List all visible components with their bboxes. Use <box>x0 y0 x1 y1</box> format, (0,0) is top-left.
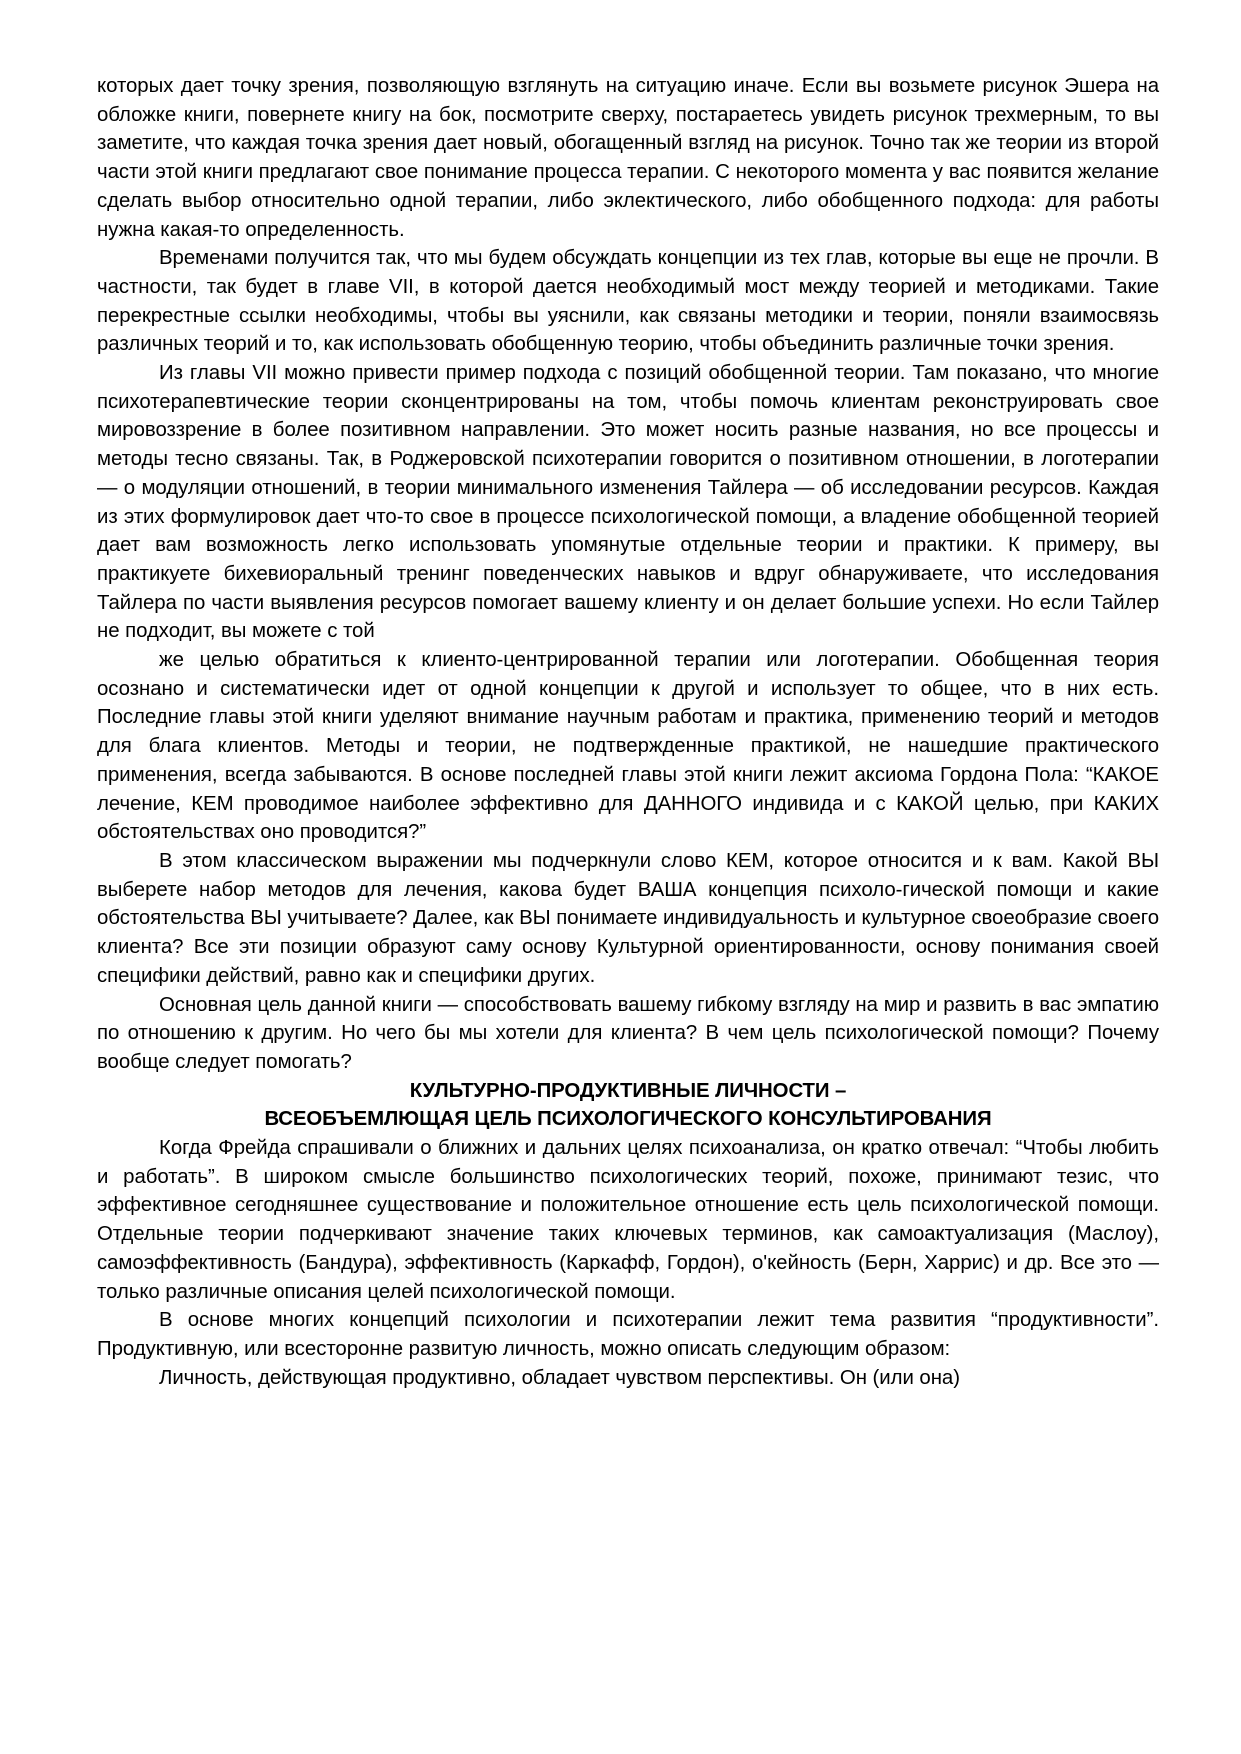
paragraph: Личность, действующая продуктивно, обладает чувством перспективы. Он (или она) <box>159 1366 960 1389</box>
paragraph: же целью обратиться к клиенто-центрированной терапии или логотерапии. Обобщенная теория осознано и систематически идет от одной концепции к другой и использует то общее, что в них есть. Последние главы этой книги уделяют внимание научным работам и практика, применению теорий и методов для блага клиентов. Методы и теории, не подтвержденные практикой, не нашедшие практического применения, всегда забываются. В основе последней главы этой книги лежит аксиома Гордона Пола: “КАКОЕ лечение, КЕМ проводимое наиболее эффективно для ДАННОГО индивида и с КАКОЙ целью, при КАКИХ обстоятельствах оно проводится?” <box>97 649 1159 844</box>
paragraph: Когда Фрейда спрашивали о ближних и дальних целях психоанализа, он кратко отвечал: “Чтобы любить и работать”. В широком смысле большинство психологических теорий, похоже, принимают тезис, что эффективное сегодняшнее существование и положительное отношение есть цель психологической помощи. Отдельные теории подчеркивают значение таких ключевых терминов, как самоактуализация (Маслоу), самоэффективность (Бандура), эффективность (Каркафф, Гордон), о'кейность (Берн, Харрис) и др. Все это — только различные описания целей психологической помощи. <box>97 1137 1159 1303</box>
section-heading <box>97 1077 1159 1134</box>
paragraph: Основная цель данной книги — способствовать вашему гибкому взгляду на мир и развить в вас эмпатию по отношению к другим. Но чего бы мы хотели для клиента? В чем цель психологической помощи? Почему вообще следует помогать? <box>97 993 1159 1073</box>
paragraph: В основе многих концепций психологии и психотерапии лежит тема развития “продуктивности”. Продуктивную, или всесторонне развитую личность, можно описать следующим образом: <box>97 1309 1159 1360</box>
paragraph: В этом классическом выражении мы подчеркнули слово КЕМ, которое относится и к вам. Какой ВЫ выберете набор методов для лечения, какова будет ВАША концепция психоло-гической помощи и какие обстоятельства ВЫ учитываете? Далее, как ВЫ понимаете индивидуальность и культурное своеобразие своего клиента? Все эти позиции образуют саму основу Культурной ориентированности, основу понимания своей специфики действий, равно как и специфики других. <box>97 849 1159 987</box>
paragraph: Из главы VII можно привести пример подхода с позиций обобщенной теории. Там показано, что многие психотерапевтические теории сконцентрированы на том, чтобы помочь клиентам реконструировать свое мировоззрение в более позитивном направлении. Это может носить разные названия, но все процессы и методы тесно связаны. Так, в Роджеровской психотерапии говорится о позитивном отношении, в логотерапии — о модуляции отношений, в теории минимального изменения Тайлера — об исследовании ресурсов. Каждая из этих формулировок дает что-то свое в процессе психологической помощи, а владение обобщенной теорией дает вам возможность легко использовать упомянутые отдельные теории и практики. К примеру, вы практикуете бихевиоральный тренинг поведенческих навыков и вдруг обнаруживаете, что исследования Тайлера по части выявления ресурсов помогает вашему клиенту и он делает большие успехи. Но если Тайлер не подходит, вы можете с той <box>97 362 1159 643</box>
text-column <box>97 72 1159 1392</box>
paragraph: которых дает точку зрения, позволяющую взглянуть на ситуацию иначе. Если вы возьмете рисунок Эшера на обложке книги, повернете книгу на бок, посмотрите сверху, постараетесь увидеть рисунок трехмерным, то вы заметите, что каждая точка зрения дает новый, обогащенный взгляд на рисунок. Точно так же теории из второй части этой книги предлагают свое понимание процесса терапии. С некоторого момента у вас появится желание сделать выбор относительно одной терапии, либо эклектического, либо обобщенного подхода: для работы нужна какая-то определенность. <box>97 75 1159 241</box>
paragraph: Временами получится так, что мы будем обсуждать концепции из тех глав, которые вы еще не прочли. В частности, так будет в главе VII, в которой дается необходимый мост между теорией и методиками. Такие перекрестные ссылки необходимы, чтобы вы уяснили, как связаны методики и теории, поняли взаимосвязь различных теорий и то, как использовать обобщенную теорию, чтобы объединить различные точки зрения. <box>97 247 1159 356</box>
section-heading-line-1: КУЛЬТУРНО-ПРОДУКТИВНЫЕ ЛИЧНОСТИ – <box>409 1079 847 1102</box>
section-heading-line-2: ВСЕОБЪЕМЛЮЩАЯ ЦЕЛЬ ПСИХОЛОГИЧЕСКОГО КОНСУЛЬТИРОВАНИЯ <box>264 1108 992 1131</box>
